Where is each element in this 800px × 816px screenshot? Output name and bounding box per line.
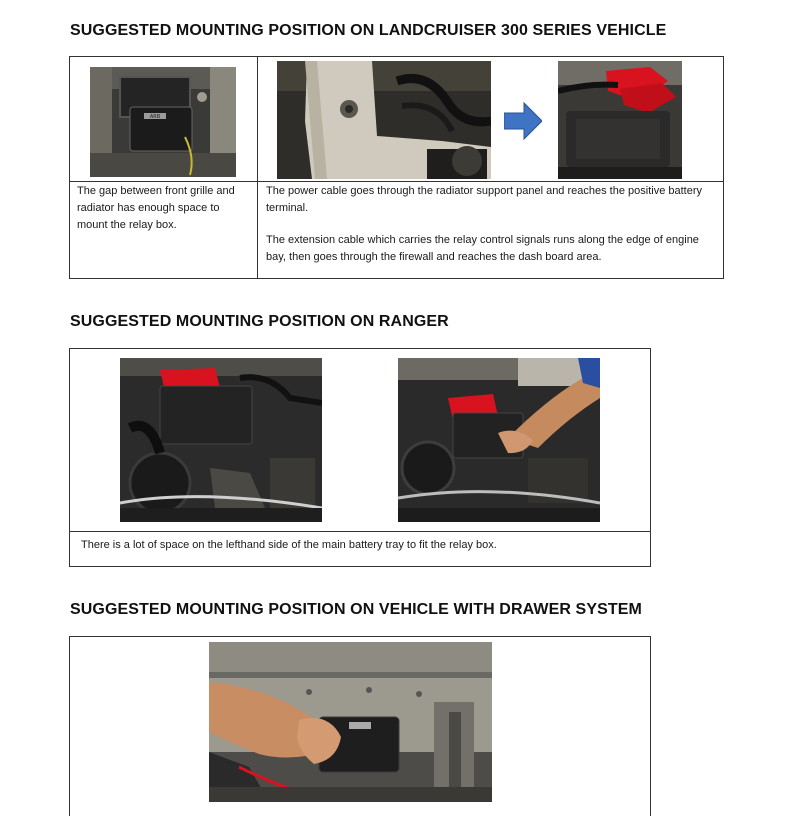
section-heading-drawer-system: SUGGESTED MOUNTING POSITION ON VEHICLE WITH DRAWER SYSTEM (70, 601, 642, 618)
ranger-table (69, 348, 651, 567)
caption-ranger: There is a lot of space on the lefthand side of the main battery tray to fit the relay box. (81, 539, 497, 551)
caption-landcruiser-power-cable: The power cable goes through the radiator support panel and reaches the positive battery terminal. (266, 185, 702, 214)
section-heading-landcruiser: SUGGESTED MOUNTING POSITION ON LANDCRUISER 300 SERIES VEHICLE (70, 22, 667, 39)
table-divider-horizontal (70, 181, 723, 182)
arrow-right-icon (504, 101, 542, 141)
caption-landcruiser-extension-cable: The extension cable which carries the relay control signals runs along the edge of engine bay, then goes through the firewall and reaches the dash board area. (266, 234, 699, 263)
table-divider-vertical (257, 57, 258, 278)
photo-battery-terminal (558, 61, 682, 179)
photo-ranger-relay-install (398, 358, 600, 522)
section-heading-ranger: SUGGESTED MOUNTING POSITION ON RANGER (70, 313, 449, 330)
caption-landcruiser-left: The gap between front grille and radiator has enough space to mount the relay box. (77, 185, 235, 231)
relay-logo-text: ARB (149, 114, 161, 120)
photo-drawer-system-relay (209, 642, 492, 802)
photo-ranger-battery-tray (120, 358, 322, 522)
photo-relay-box-grille-gap (90, 67, 236, 177)
drawer-system-table (69, 636, 651, 816)
landcruiser-table (69, 56, 724, 279)
photo-cable-radiator-support (277, 61, 491, 179)
table-divider-horizontal (70, 531, 650, 532)
